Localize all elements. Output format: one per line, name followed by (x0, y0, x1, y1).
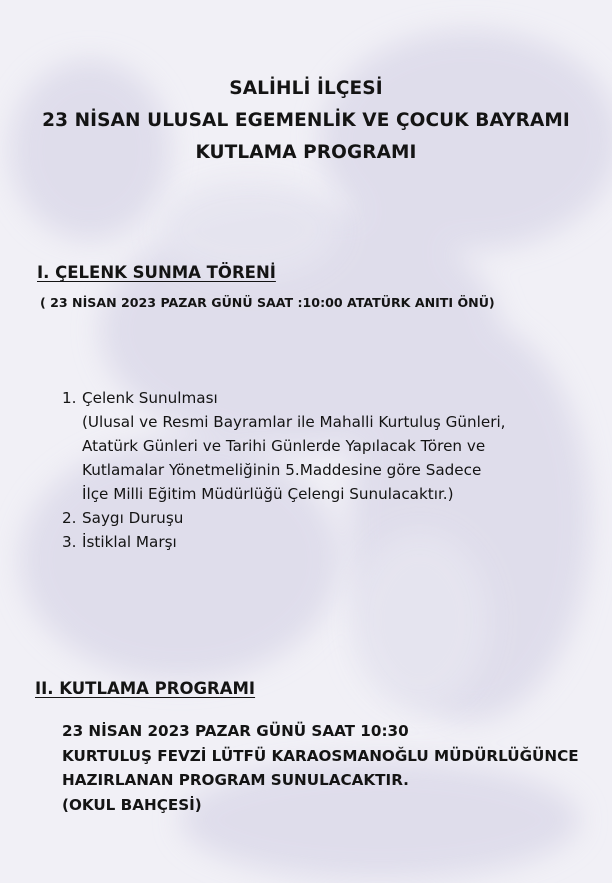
program-line: 23 NİSAN 2023 PAZAR GÜNÜ SAAT 10:30 (62, 722, 409, 740)
program-line: (OKUL BAHÇESİ) (62, 795, 202, 814)
note-line: İlçe Milli Eğitim Müdürlüğü Çelengi Sunulacaktır.) (82, 485, 454, 503)
list-item (62, 506, 607, 530)
section-1-heading: I. ÇELENK SUNMA TÖRENİ (37, 263, 276, 282)
title-line-1: SALİHLİ İLÇESİ (229, 78, 383, 99)
item-number: 3. (62, 533, 77, 551)
note-line: Kutlamalar Yönetmeliğinin 5.Maddesine göre Sadece (82, 461, 482, 479)
section-2-heading: II. KUTLAMA PROGRAMI (35, 679, 256, 698)
list-item (62, 530, 607, 554)
item-number: 1. (62, 389, 77, 407)
title-line-2: 23 NİSAN ULUSAL EGEMENLİK VE ÇOCUK BAYRAMI (42, 110, 570, 131)
item-label: Saygı Duruşu (82, 509, 184, 527)
ceremony-items-list (62, 386, 607, 554)
item-note (62, 410, 607, 506)
list-item (62, 386, 607, 410)
item-label: İstiklal Marşı (82, 533, 177, 551)
item-number: 2. (62, 509, 77, 527)
document-title (0, 73, 612, 169)
celebration-program-details (62, 719, 607, 817)
item-label: Çelenk Sunulması (82, 389, 218, 407)
title-line-3: KUTLAMA PROGRAMI (195, 142, 417, 163)
section-1-subtitle: ( 23 NİSAN 2023 PAZAR GÜNÜ SAAT :10:00 ATATÜRK ANITI ÖNÜ) (40, 295, 495, 310)
note-line: Atatürk Günleri ve Tarihi Günlerde Yapılacak Tören ve (82, 437, 486, 455)
program-line: KURTULUŞ FEVZİ LÜTFÜ KARAOSMANOĞLU MÜDÜRLÜĞÜNCE (62, 746, 579, 765)
program-line: HAZIRLANAN PROGRAM SUNULACAKTIR. (62, 771, 409, 789)
note-line: (Ulusal ve Resmi Bayramlar ile Mahalli Kurtuluş Günleri, (82, 413, 506, 431)
